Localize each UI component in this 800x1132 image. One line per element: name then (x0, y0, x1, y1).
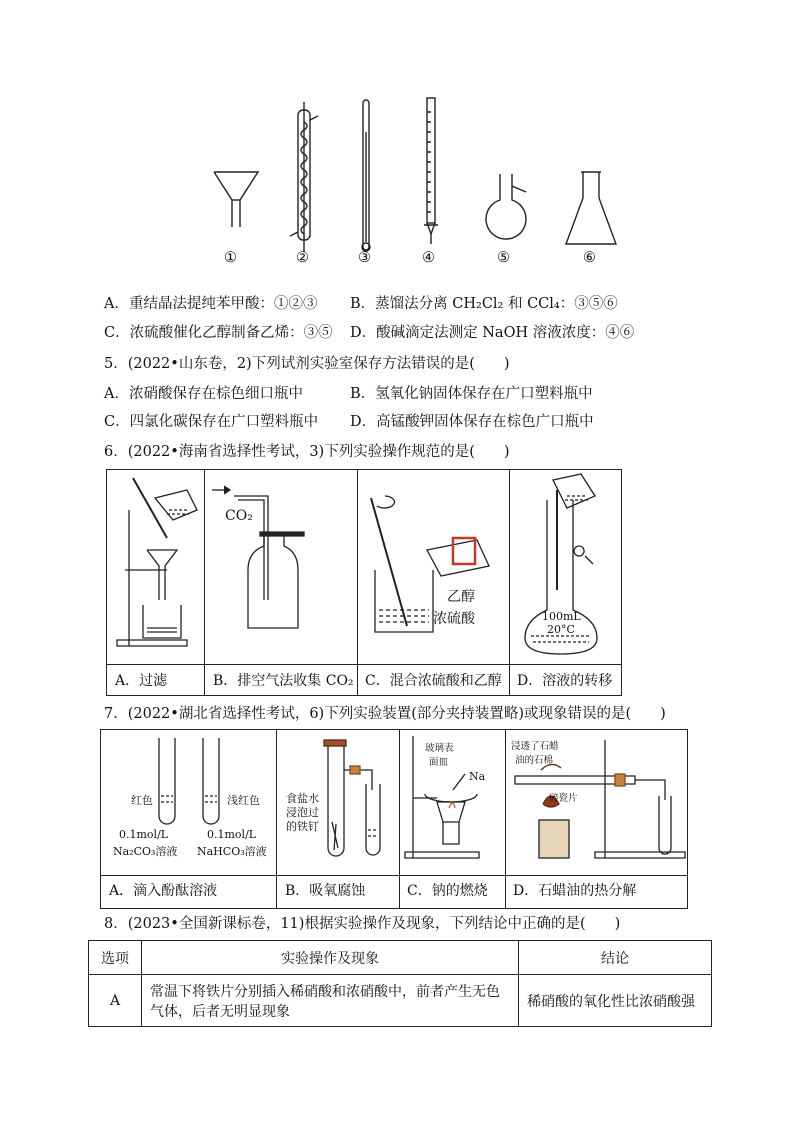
q5-stem: 5．(2022•山东卷，2)下列试剂实验室保存方法错误的是( ) (104, 356, 510, 372)
burette-icon (424, 98, 438, 244)
saltwater-label-3: 的铁钉 (286, 820, 319, 833)
row-operation-line-1: 常温下将铁片分别插入稀硝酸和浓硝酸中，前者产生无色 (150, 983, 500, 1000)
paraffin-label-1: 浸透了石蜡 (511, 741, 559, 752)
header-operation: 实验操作及现象 (142, 941, 519, 975)
q4-option-d[interactable]: D．酸碱滴定法测定 NaOH 溶液浓度：④⑥ (350, 325, 635, 341)
q4-option-b[interactable]: B．蒸馏法分离 CH₂Cl₂ 和 CCl₄：③⑤⑥ (350, 296, 618, 312)
conical-flask-icon (566, 172, 616, 244)
row-conclusion: 稀硝酸的氧化性比浓硝酸强 (519, 975, 712, 1027)
q5-option-c[interactable]: C．四氯化碳保存在广口塑料瓶中 (104, 414, 319, 430)
porcelain-label: 碎瓷片 (549, 793, 578, 804)
sol1-label: Na₂CO₃溶液 (113, 845, 178, 858)
q7-caption-c[interactable]: C．钠的燃烧 (407, 883, 488, 899)
acid-label: 浓硫酸 (433, 611, 475, 627)
paraffin-label-2: 油的石棉 (515, 755, 554, 766)
gas-collection-icon (204, 470, 357, 664)
q7-caption-d[interactable]: D．石蜡油的热分解 (513, 883, 637, 899)
saltwater-label-1: 食盐水 (286, 792, 319, 805)
apparatus-label-2: ② (296, 250, 309, 266)
q8-stem: 8．(2023•全国新课标卷，11)根据实验操作及现象，下列结论中正确的是( ) (104, 916, 621, 932)
row-operation-line-2: 气体，后者无明显现象 (150, 1003, 290, 1020)
table-row[interactable] (89, 975, 712, 1027)
header-option: 选项 (89, 941, 142, 975)
conc2-label: 0.1mol/L (207, 828, 257, 841)
q5-option-b[interactable]: B．氢氧化钠固体保存在广口塑料瓶中 (350, 386, 593, 402)
saltwater-label-2: 浸泡过 (286, 806, 319, 819)
sol2-label: NaHCO₃溶液 (197, 845, 267, 858)
red-label: 红色 (131, 794, 153, 807)
q4-option-a[interactable]: A．重结晶法提纯苯甲酸：①②③ (104, 296, 318, 312)
apparatus-label-3: ③ (358, 250, 371, 266)
na-label: Na (469, 770, 486, 783)
apparatus-label-5: ⑤ (497, 250, 510, 266)
q4-apparatus-drawing (200, 92, 620, 272)
apparatus-label-1: ① (224, 250, 237, 266)
co2-label: CO₂ (225, 508, 253, 524)
q7-figure-table (100, 729, 688, 909)
flask-temp-label: 20°C (547, 623, 575, 636)
row-option: A (89, 975, 142, 1027)
q7-caption-b[interactable]: B．吸氧腐蚀 (285, 883, 366, 899)
q6-stem: 6．(2022•海南省选择性考试，3)下列实验操作规范的是( ) (104, 444, 510, 460)
filtration-setup-icon (107, 470, 204, 664)
watch-glass-label-1: 玻璃表 (425, 743, 454, 754)
q4-option-c[interactable]: C．浓硫酸催化乙醇制备乙烯：③⑤ (104, 325, 333, 341)
condenser-icon (290, 102, 318, 252)
watch-glass-label-2: 面皿 (429, 757, 449, 768)
thermometer-icon (362, 100, 370, 251)
header-conclusion: 结论 (519, 941, 712, 975)
distilling-flask-icon (486, 174, 526, 239)
light-red-label: 浅红色 (227, 794, 260, 807)
q5-option-d[interactable]: D．高锰酸钾固体保存在棕色广口瓶中 (350, 414, 594, 430)
q6-figure-table (106, 469, 622, 696)
q7-stem: 7．(2022•湖北省选择性考试，6)下列实验装置(部分夹持装置略)或现象错误的是( ) (104, 706, 666, 722)
flask-volume-label: 100mL (542, 610, 581, 623)
q4-apparatus-figure (200, 92, 620, 272)
apparatus-label-6: ⑥ (583, 250, 596, 266)
acid-mixing-icon (357, 470, 509, 664)
q7-caption-a[interactable]: A．滴入酚酞溶液 (109, 883, 218, 899)
q5-option-a[interactable]: A．浓硝酸保存在棕色细口瓶中 (104, 386, 303, 402)
q6-caption-b[interactable]: B．排空气法收集 CO₂ (213, 673, 354, 689)
apparatus-label-4: ④ (422, 250, 435, 266)
q8-table (88, 940, 712, 1027)
q8-header-row (89, 941, 712, 975)
q6-caption-a[interactable]: A．过滤 (115, 673, 168, 689)
q6-caption-d[interactable]: D．溶液的转移 (517, 673, 613, 689)
q6-caption-c[interactable]: C．混合浓硫酸和乙醇 (365, 673, 502, 689)
row-operation (142, 975, 519, 1027)
ethanol-label: 乙醇 (447, 589, 475, 605)
conc1-label: 0.1mol/L (119, 828, 169, 841)
